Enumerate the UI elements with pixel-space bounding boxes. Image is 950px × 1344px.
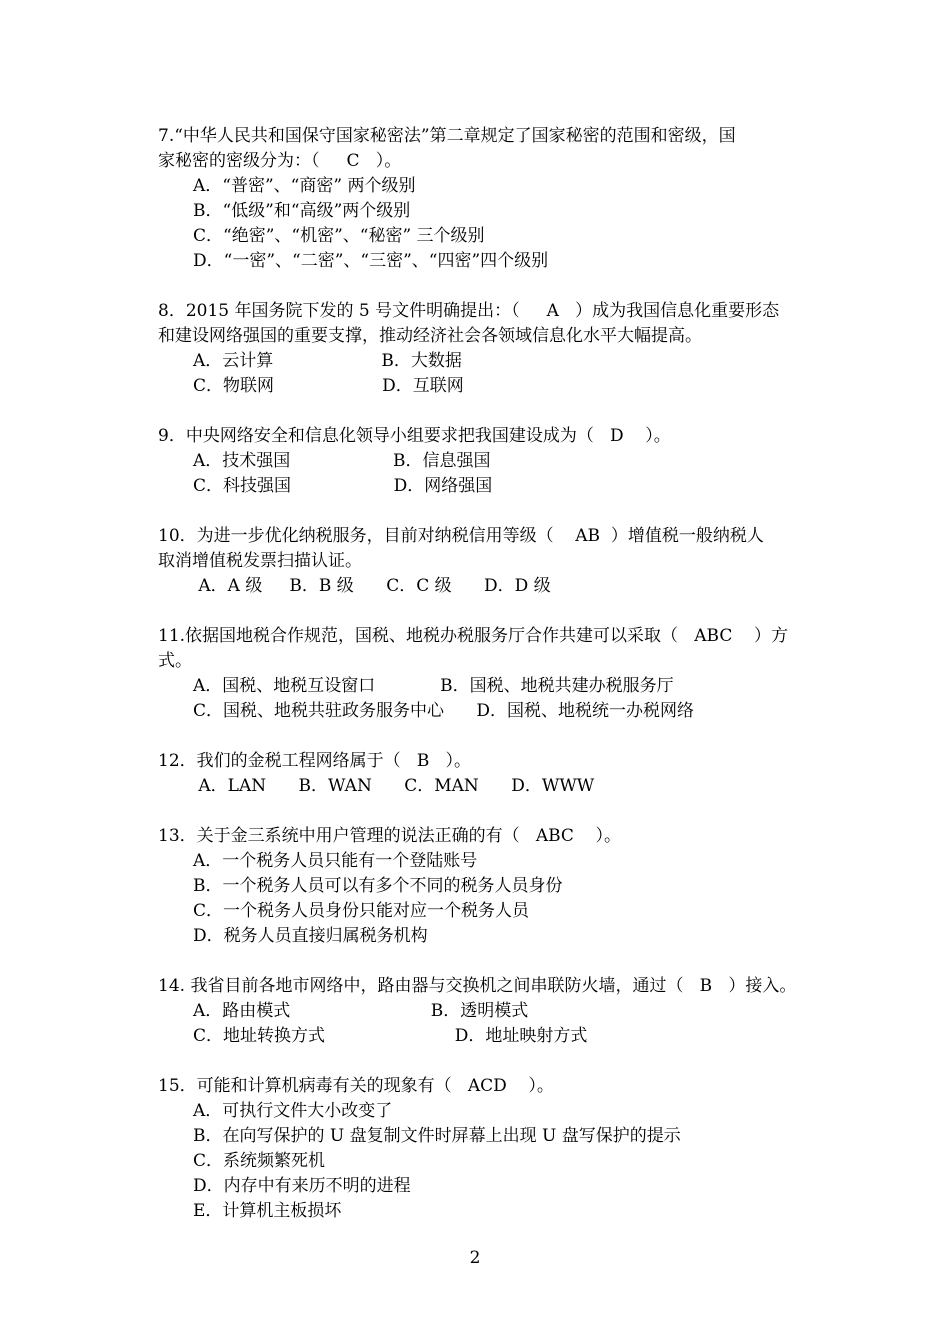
question-7-option-d: D．“一密”、“二密”、“三密”、“四密”四个级别 <box>193 251 549 271</box>
question-12-stem: 12．我们的金税工程网络属于（ B ）。 <box>158 751 472 771</box>
question-7-option-b: B．“低级”和“高级”两个级别 <box>193 201 411 221</box>
question-15-option-d: D．内存中有来历不明的进程 <box>193 1176 411 1196</box>
question-11-options-row-1: A．国税、地税互设窗口 B．国税、地税共建办税服务厅 <box>193 676 674 696</box>
question-10-options-row-1: A．A 级 B．B 级 C．C 级 D．D 级 <box>193 576 551 596</box>
question-9-options-row-1: A．技术强国 B．信息强国 <box>193 451 491 471</box>
question-13-option-b: B．一个税务人员可以有多个不同的税务人员身份 <box>193 876 563 896</box>
question-15-option-c: C．系统频繁死机 <box>193 1151 326 1171</box>
question-15-option-e: E．计算机主板损坏 <box>193 1201 342 1221</box>
question-10-stem-cont: 取消增值税发票扫描认证。 <box>158 551 362 571</box>
question-11-stem: 11.依据国地税合作规范，国税、地税办税服务厅合作共建可以采取（ ABC ）方 <box>158 626 788 646</box>
question-7-stem: 7.“中华人民共和国保守国家秘密法”第二章规定了国家秘密的范围和密级，国 <box>158 126 736 146</box>
question-13-stem: 13．关于金三系统中用户管理的说法正确的有（ ABC ）。 <box>158 826 622 846</box>
question-12-options-row-1: A．LAN B．WAN C．MAN D．WWW <box>193 776 595 796</box>
question-9-options-row-2: C．科技强国 D．网络强国 <box>193 476 493 496</box>
question-13-option-d: D．税务人员直接归属税务机构 <box>193 926 428 946</box>
question-11-stem-cont: 式。 <box>158 651 192 671</box>
question-11-options-row-2: C．国税、地税共驻政务服务中心 D．国税、地税统一办税网络 <box>193 701 695 721</box>
question-14-stem: 14. 我省目前各地市网络中，路由器与交换机之间串联防火墙，通过（ B ）接入。 <box>158 976 797 996</box>
question-14-options-row-1: A．路由模式 B．透明模式 <box>193 1001 529 1021</box>
question-13-option-a: A．一个税务人员只能有一个登陆账号 <box>193 851 478 871</box>
question-8-stem-cont: 和建设网络强国的重要支撑，推动经济社会各领域信息化水平大幅提高。 <box>158 326 702 346</box>
question-14-options-row-2: C．地址转换方式 D．地址映射方式 <box>193 1026 588 1046</box>
question-8-options-row-2: C．物联网 D．互联网 <box>193 376 464 396</box>
question-7-stem-cont: 家秘密的密级分为：（ C ）。 <box>158 151 402 171</box>
question-15-option-b: B．在向写保护的 U 盘复制文件时屏幕上出现 U 盘写保护的提示 <box>193 1126 681 1146</box>
question-15-stem: 15．可能和计算机病毒有关的现象有（ ACD ）。 <box>158 1076 554 1096</box>
question-8-stem: 8．2015 年国务院下发的 5 号文件明确提出：（ A ）成为我国信息化重要形态 <box>158 301 780 321</box>
question-13-option-c: C．一个税务人员身份只能对应一个税务人员 <box>193 901 530 921</box>
page-number: 2 <box>469 1248 481 1268</box>
question-8-options-row-1: A．云计算 B．大数据 <box>193 351 462 371</box>
question-7-option-a: A．“普密”、“商密” 两个级别 <box>193 176 416 196</box>
question-15-option-a: A．可执行文件大小改变了 <box>193 1101 393 1121</box>
question-9-stem: 9．中央网络安全和信息化领导小组要求把我国建设成为（ D ）。 <box>158 426 671 446</box>
question-10-stem: 10．为进一步优化纳税服务，目前对纳税信用等级（ AB ）增值税一般纳税人 <box>158 526 764 546</box>
question-7-option-c: C．“绝密”、“机密”、“秘密” 三个级别 <box>193 226 485 246</box>
